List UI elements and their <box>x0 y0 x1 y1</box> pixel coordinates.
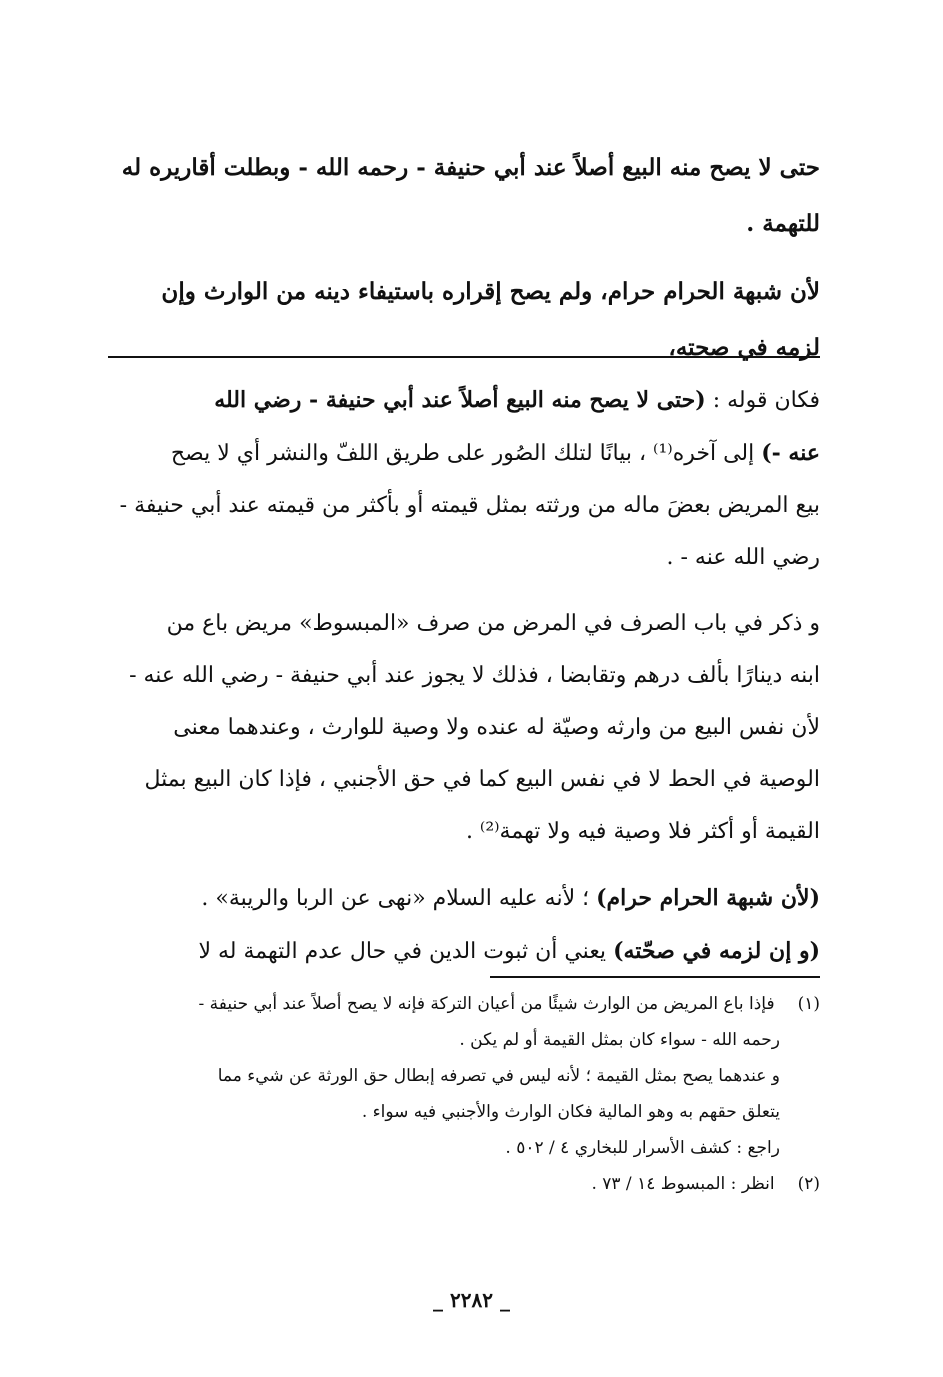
sharh-line <box>108 374 820 427</box>
sharh-text-run: إلى آخره⁽¹⁾ ، بيانًا لتلك الصُور على طريق اللفّ والنشر أي لا يصح <box>170 441 755 466</box>
footnote-text: فإذا باع المريض من الوارث شيئًا من أعيان التركة فإنه لا يصح أصلاً عند أبي حنيفة - <box>198 994 775 1014</box>
footnotes <box>108 986 820 1202</box>
sharh-line: بيع المريض بعضَ ماله من ورثته بمثل قيمته أو بأكثر من قيمته عند أبي حنيفة - <box>119 493 820 518</box>
footnote-line: و عندهما يصح بمثل القيمة ؛ لأنه ليس في تصرفه إبطال حق الورثة عن شيء مما <box>217 1066 780 1086</box>
footnote-number: (١) <box>797 994 820 1014</box>
page-number: _ ٢٢٨٢ _ <box>433 1288 510 1312</box>
sharh-text-run: فكان قوله : <box>712 388 820 413</box>
footnote-line <box>108 986 820 1022</box>
footnote-text: انظر : المبسوط ١٤ / ٧٣ . <box>591 1174 775 1194</box>
sharh-line <box>108 427 820 480</box>
sharh-line: لأن نفس البيع من وارثه وصيّة له عنده ولا وصية للوارث ، وعندهما معنى <box>173 715 820 740</box>
matn-divider <box>108 356 820 358</box>
sharh-quote: عنه -) <box>761 440 820 466</box>
sharh-line: ابنه دينارًا بألف درهم وتقابضا ، فذلك لا يجوز عند أبي حنيفة - رضي الله عنه - <box>129 663 820 688</box>
sharh-text <box>108 374 820 978</box>
matn-line: لزمه في صحته، <box>668 334 820 361</box>
matn-line: للتهمة . <box>746 210 820 237</box>
sharh-line: الوصية في الحط لا في نفس البيع كما في حق الأجنبي ، فإذا كان البيع بمثل <box>144 767 820 792</box>
sharh-quote: (حتى لا يصح منه البيع أصلاً عند أبي حنيفة - رضي الله <box>214 387 706 413</box>
footnote-number: (٢) <box>797 1174 820 1194</box>
sharh-line <box>108 925 820 978</box>
matn-text <box>108 140 820 376</box>
sharh-line <box>108 872 820 925</box>
sharh-text-run: ؛ لأنه عليه السلام «نهى عن الربا والريبة» . <box>201 886 590 911</box>
matn-line: لأن شبهة الحرام حرام، ولم يصح إقراره باستيفاء دينه من الوارث وإن <box>161 278 820 305</box>
sharh-quote: (لأن شبهة الحرام حرام) <box>596 885 820 911</box>
footnote-divider <box>490 976 820 978</box>
footnote-line <box>108 1166 820 1202</box>
footnote-line: راجع : كشف الأسرار للبخاري ٤ / ٥٠٢ . <box>505 1138 780 1158</box>
sharh-line: رضي الله عنه - . <box>666 545 820 570</box>
sharh-line: و ذكر في باب الصرف في المرض من صرف «المبسوط» مريض باع من <box>166 611 820 636</box>
sharh-text-run: يعني أن ثبوت الدين في حال عدم التهمة له لا <box>198 939 607 964</box>
sharh-line: القيمة أو أكثر فلا وصية فيه ولا تهمة⁽²⁾ . <box>465 819 820 844</box>
footnote-line: يتعلق حقهم به وهو المالية فكان الوارث والأجنبي فيه سواء . <box>361 1102 780 1122</box>
footnote-line: رحمه الله - سواء كان بمثل القيمة أو لم يكن . <box>459 1030 780 1050</box>
sharh-quote: (و إن لزمه في صحّته) <box>613 938 820 964</box>
matn-line: حتى لا يصح منه البيع أصلاً عند أبي حنيفة - رحمه الله - وبطلت أقاريره له <box>121 154 820 181</box>
